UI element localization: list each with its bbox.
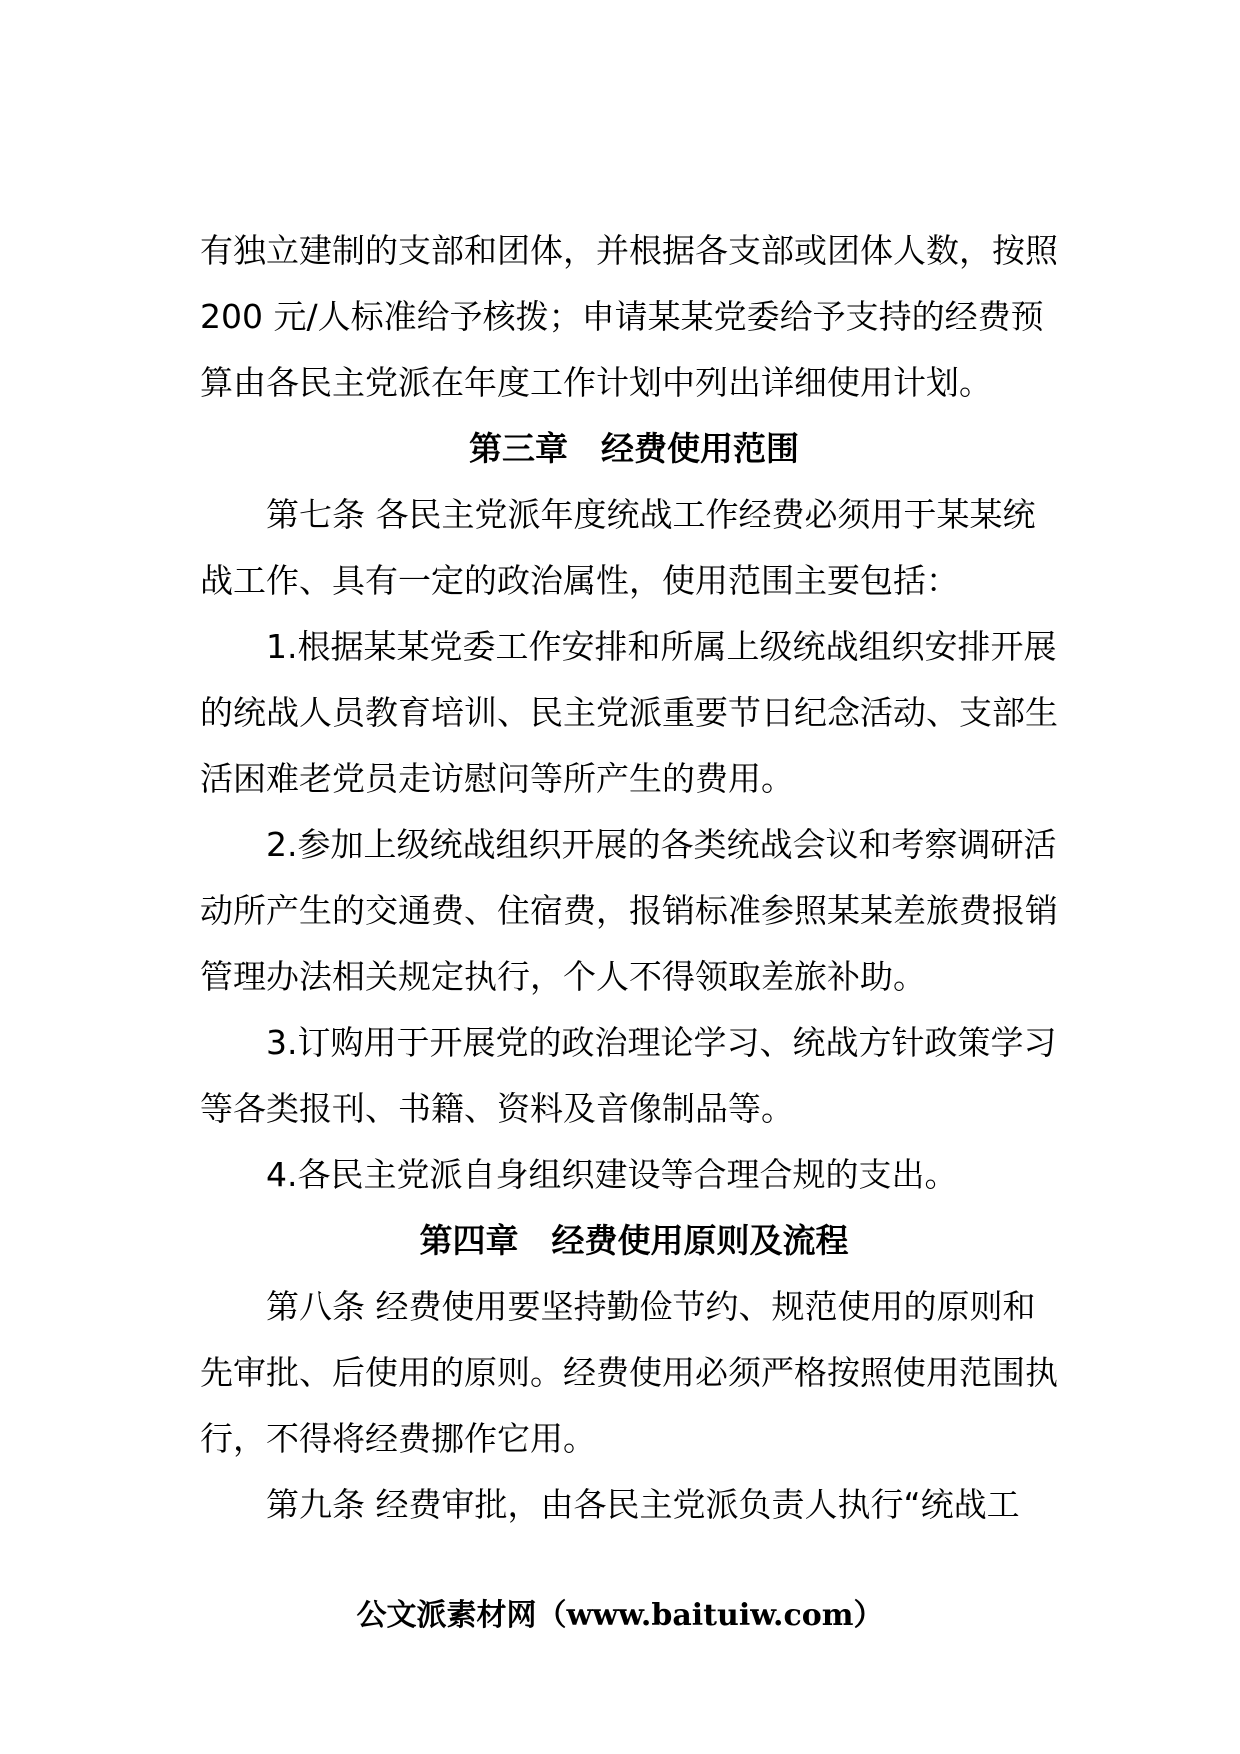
- list-item-line: 3.订购用于开展党的政治理论学习、统战方针政策学习: [266, 1023, 1057, 1062]
- chapter-heading: 第三章 经费使用范围: [469, 429, 799, 468]
- footer-watermark: 公文派素材网（www.baituiw.com）: [356, 1598, 884, 1633]
- body-line: 先审批、后使用的原则。经费使用必须严格按照使用范围执: [200, 1353, 1058, 1392]
- list-item-line: 2.参加上级统战组织开展的各类统战会议和考察调研活: [266, 825, 1057, 864]
- body-line: 管理办法相关规定执行，个人不得领取差旅补助。: [200, 957, 926, 996]
- body-line: 活困难老党员走访慰问等所产生的费用。: [200, 759, 794, 798]
- article-line: 第九条 经费审批，由各民主党派负责人执行“统战工: [266, 1485, 1020, 1524]
- body-line: 200 元/人标准给予核拨；申请某某党委给予支持的经费预: [200, 297, 1044, 336]
- body-line: 战工作、具有一定的政治属性，使用范围主要包括：: [200, 561, 959, 600]
- body-line: 有独立建制的支部和团体，并根据各支部或团体人数，按照: [200, 231, 1058, 270]
- body-line: 行，不得将经费挪作它用。: [200, 1419, 596, 1458]
- body-line: 等各类报刊、书籍、资料及音像制品等。: [200, 1089, 794, 1128]
- body-line: 的统战人员教育培训、民主党派重要节日纪念活动、支部生: [200, 693, 1058, 732]
- body-line: 动所产生的交通费、住宿费，报销标准参照某某差旅费报销: [200, 891, 1058, 930]
- body-line: 算由各民主党派在年度工作计划中列出详细使用计划。: [200, 363, 992, 402]
- list-item-line: 4.各民主党派自身组织建设等合理合规的支出。: [266, 1155, 958, 1194]
- list-item-line: 1.根据某某党委工作安排和所属上级统战组织安排开展: [266, 627, 1057, 666]
- document-body: [200, 218, 1068, 1538]
- article-line: 第七条 各民主党派年度统战工作经费必须用于某某统: [266, 495, 1036, 534]
- article-line: 第八条 经费使用要坚持勤俭节约、规范使用的原则和: [266, 1287, 1036, 1326]
- chapter-heading: 第四章 经费使用原则及流程: [419, 1221, 849, 1260]
